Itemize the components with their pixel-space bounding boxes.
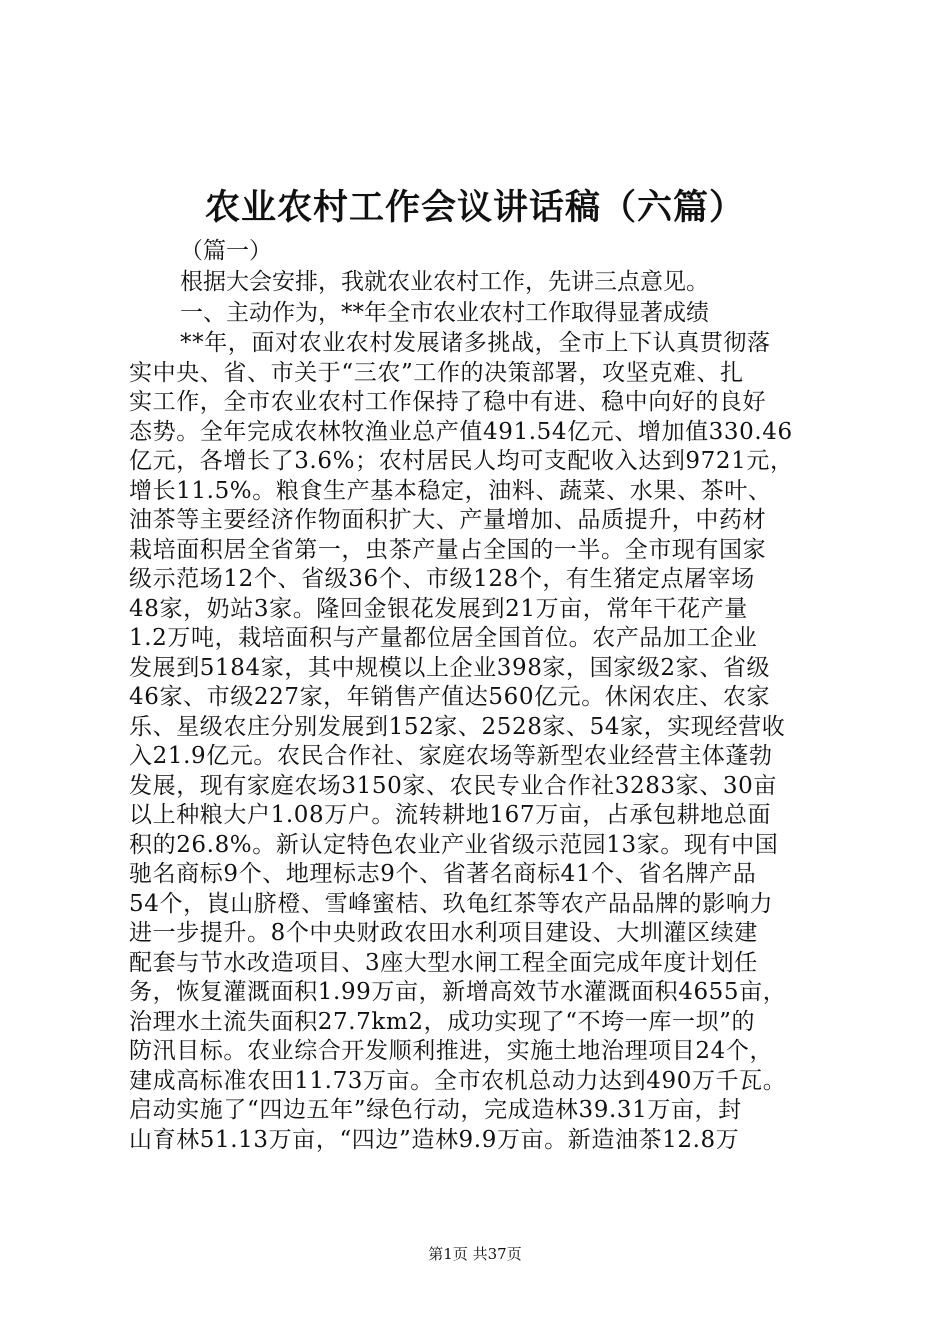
document-title: 农业农村工作会议讲话稿（六篇） (204, 187, 745, 228)
body-paragraph (129, 329, 834, 1155)
body-line: 驰名商标9个、地理标志9个、省著名商标41个、省名牌产品 (129, 861, 757, 887)
body-line: 46家、市级227家，年销售产值达560亿元。休闲农庄、农家 (129, 684, 771, 710)
body-line: 乐、星级农庄分别发展到152家、2528家、54家，实现经营收 (129, 713, 786, 740)
body-line: 54个，崀山脐橙、雪峰蜜桔、玖龟红茶等农产品品牌的影响力 (129, 890, 774, 917)
body-line: 务，恢复灌溉面积1.99万亩，新增高效节水灌溉面积4655亩， (129, 979, 787, 1005)
body-line: 亿元，各增长了3.6%；农村居民人均可支配收入达到9721元， (129, 448, 794, 474)
body-line: 防汛目标。农业综合开发顺利推进，实施土地治理项目24个， (129, 1038, 774, 1064)
body-line: **年，面对农业农村发展诸多挑战，全市上下认真贯彻落 (180, 330, 771, 356)
intro-paragraph: 根据大会安排，我就农业农村工作，先讲三点意见。 (180, 269, 709, 295)
body-line: 山育林51.13万亩，“四边”造林9.9万亩。新造油茶12.8万 (129, 1126, 740, 1153)
body-line: 配套与节水改造项目、3座大型水闸工程全面完成年度计划任 (129, 949, 758, 976)
body-line: 积的26.8%。新认定特色农业产业省级示范园13家。现有中国 (129, 831, 779, 858)
section-label: （篇一） (180, 238, 272, 264)
body-line: 进一步提升。8个中央财政农田水利项目建设、大圳灌区续建 (129, 920, 758, 946)
body-line: 以上种粮大户1.08万户。流转耕地167万亩，占承包耕地总面 (129, 802, 772, 828)
body-line: 增长11.5%。粮食生产基本稳定，油料、蔬菜、水果、茶叶、 (129, 477, 772, 504)
body-line: 栽培面积居全省第一，虫茶产量占全国的一半。全市现有国家 (129, 536, 767, 563)
body-line: 治理水土流失面积27.7km2，成功实现了“不垮一库一坝”的 (129, 1008, 756, 1035)
page-footer: 第1页 共37页 (428, 1245, 522, 1263)
body-line: 发展，现有家庭农场3150家、农民专业合作社3283家、30亩 (129, 772, 777, 799)
body-line: 油茶等主要经济作物面积扩大、产量增加、品质提升，中药材 (129, 507, 767, 533)
body-line: 实工作，全市农业农村工作保持了稳中有进、稳中向好的良好 (129, 389, 767, 415)
body-line: 实中央、省、市关于“三农”工作的决策部署，攻坚克难、扎 (129, 359, 744, 386)
body-line: 发展到5184家，其中规模以上企业398家，国家级2家、省级 (129, 654, 771, 681)
body-line: 1.2万吨，栽培面积与产量都位居全国首位。农产品加工企业 (129, 625, 758, 651)
body-line: 启动实施了“四边五年”绿色行动，完成造林39.31万亩，封 (129, 1097, 742, 1123)
section-heading: 一、主动作为，**年全市农业农村工作取得显著成绩 (180, 300, 709, 326)
body-line: 建成高标准农田11.73万亩。全市农机总动力达到490万千瓦。 (129, 1067, 787, 1094)
body-line: 入21.9亿元。农民合作社、家庭农场等新型农业经营主体蓬勃 (129, 743, 773, 769)
body-line: 级示范场12个、省级36个、市级128个，有生猪定点屠宰场 (129, 566, 755, 592)
body-line: 48家，奶站3家。隆回金银花发展到21万亩，常年干花产量 (129, 595, 748, 622)
body-line: 态势。全年完成农林牧渔业总产值491.54亿元、增加值330.46 (129, 418, 793, 445)
